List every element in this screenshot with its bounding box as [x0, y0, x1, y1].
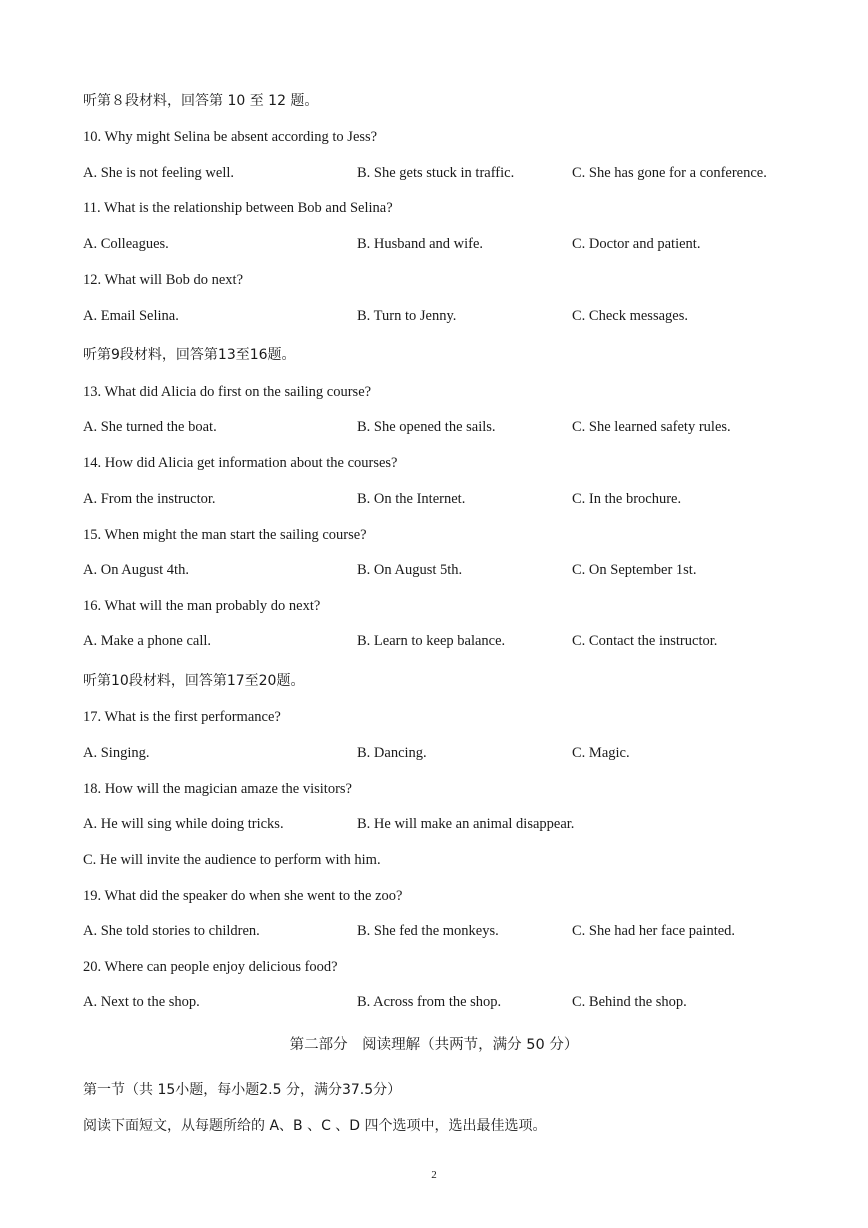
options-row-11	[0, 235, 868, 253]
option-b: B. Dancing.	[357, 745, 427, 761]
option-b: B. She opened the sails.	[357, 419, 496, 435]
options-row-12	[0, 307, 868, 325]
option-c: C. Behind the shop.	[572, 994, 687, 1010]
question-17: 17. What is the first performance?	[83, 709, 281, 725]
options-row-18	[0, 815, 868, 833]
option-b: B. He will make an animal disappear.	[357, 816, 575, 832]
option-a: A. Make a phone call.	[83, 633, 212, 649]
options-row-10	[0, 164, 868, 182]
option-a: A. He will sing while doing tricks.	[83, 816, 284, 832]
options-row-13	[0, 418, 868, 436]
option-c: C. Magic.	[572, 745, 630, 761]
question-20: 20. Where can people enjoy delicious food?	[83, 959, 338, 975]
option-a: A. She told stories to children.	[83, 923, 260, 939]
options-row-14	[0, 490, 868, 508]
section-header-9: 听第9段材料，回答第13至16题。	[83, 347, 296, 363]
option-b: B. Turn to Jenny.	[357, 308, 457, 324]
option-c: C. Doctor and patient.	[572, 236, 701, 252]
option-a: A. On August 4th.	[83, 562, 189, 578]
option-c: C. Check messages.	[572, 308, 688, 324]
section-header-10: 听第10段材料，回答第17至20题。	[83, 673, 305, 689]
option-c: C. On September 1st.	[572, 562, 697, 578]
option-a: A. Singing.	[83, 745, 150, 761]
question-18: 18. How will the magician amaze the visitors?	[83, 781, 352, 797]
option-a: A. She is not feeling well.	[83, 165, 235, 181]
question-16: 16. What will the man probably do next?	[83, 598, 321, 614]
option-a: A. Colleagues.	[83, 236, 169, 252]
option-c: C. She learned safety rules.	[572, 419, 731, 435]
option-c: C. In the brochure.	[572, 491, 682, 507]
part2-section1-header: 第一节（共 15小题，每小题2.5 分，满分37.5分）	[83, 1082, 402, 1098]
options-row-19	[0, 922, 868, 940]
question-19: 19. What did the speaker do when she went to the zoo?	[83, 888, 403, 904]
part2-title: 第二部分 阅读理解（共两节，满分 50 分）	[289, 1037, 579, 1053]
option-b: B. On August 5th.	[357, 562, 463, 578]
page-number: 2	[431, 1169, 437, 1181]
option-b: B. Learn to keep balance.	[357, 633, 506, 649]
option-c: C. She had her face painted.	[572, 923, 736, 939]
question-14: 14. How did Alicia get information about the courses?	[83, 455, 398, 471]
part2-instruction: 阅读下面短文，从每题所给的 A、B 、C 、D 四个选项中，选出最佳选项。	[83, 1118, 547, 1134]
option-a: A. Next to the shop.	[83, 994, 200, 1010]
option-b: B. On the Internet.	[357, 491, 466, 507]
question-13: 13. What did Alicia do first on the sailing course?	[83, 384, 372, 400]
option-c: C. Contact the instructor.	[572, 633, 718, 649]
options-row-15	[0, 561, 868, 579]
question-11: 11. What is the relationship between Bob and Selina?	[83, 200, 393, 216]
options-row-16	[0, 632, 868, 650]
options-row-17	[0, 744, 868, 762]
option-a: A. Email Selina.	[83, 308, 179, 324]
option-b: B. Across from the shop.	[357, 994, 502, 1010]
option-a: A. From the instructor.	[83, 491, 216, 507]
option-c: C. She has gone for a conference.	[572, 165, 767, 181]
question-15: 15. When might the man start the sailing course?	[83, 527, 367, 543]
question-12: 12. What will Bob do next?	[83, 272, 244, 288]
question-10: 10. Why might Selina be absent according to Jess?	[83, 129, 378, 145]
option-a: A. She turned the boat.	[83, 419, 217, 435]
option-b: B. She fed the monkeys.	[357, 923, 499, 939]
options-row-20	[0, 993, 868, 1011]
option-b: B. She gets stuck in traffic.	[357, 165, 515, 181]
option-c: C. He will invite the audience to perform with him.	[83, 852, 381, 868]
option-b: B. Husband and wife.	[357, 236, 484, 252]
section-header-8: 听第８段材料，回答第 10 至 12 题。	[83, 93, 319, 109]
